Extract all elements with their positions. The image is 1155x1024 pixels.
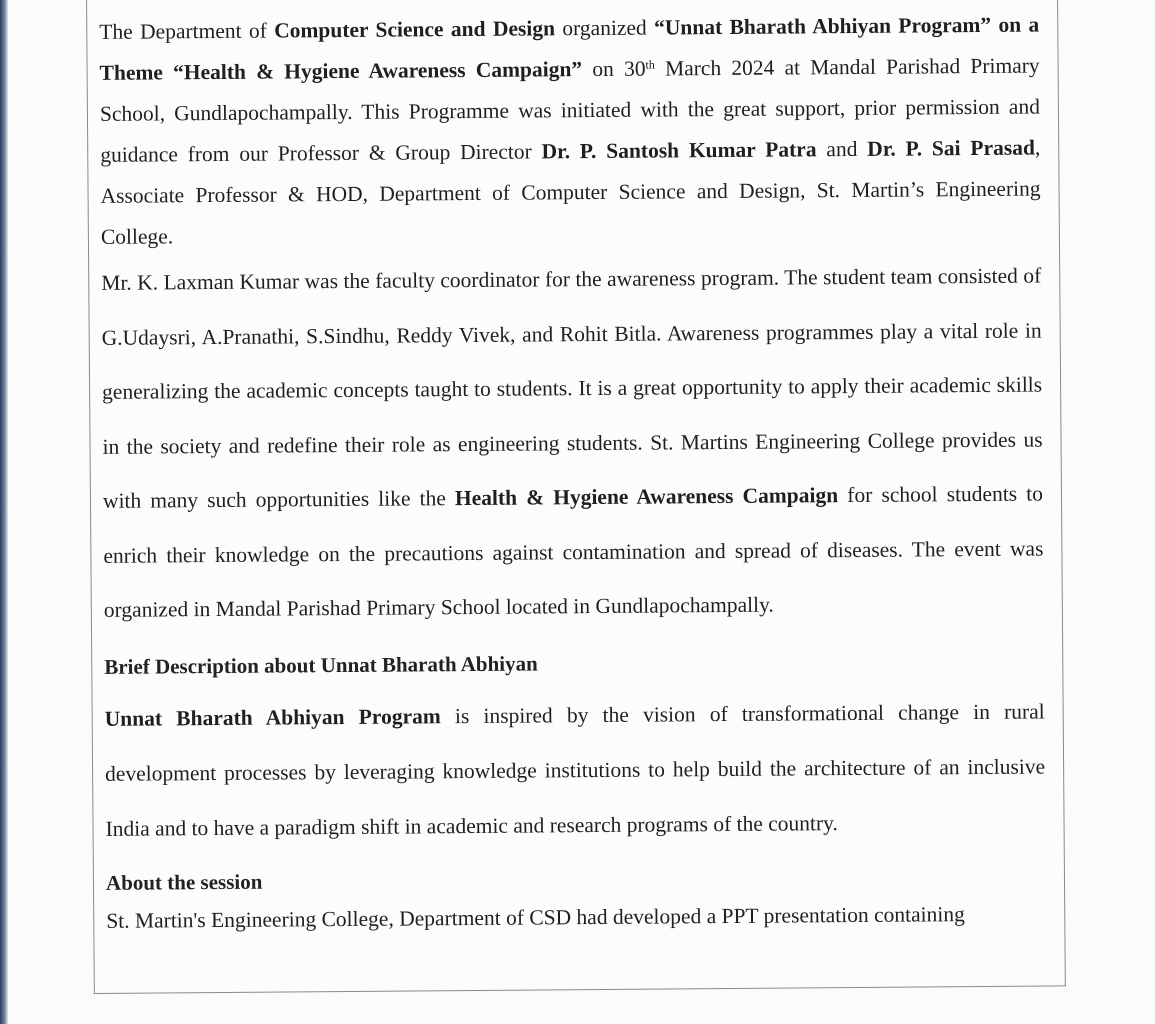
document-content <box>99 0 1046 940</box>
campaign-name: Health & Hygiene Awareness Campaign <box>454 483 839 511</box>
section-heading-brief: Brief Description about Unnat Bharath Abhiyan <box>104 650 538 679</box>
uba-program-name: Unnat Bharath Abhiyan Program <box>104 703 441 731</box>
document-page <box>86 0 1066 994</box>
program-theme: “Unnat Bharath Abhiyan Program” on a Theme “Health & Hygiene Awareness Campaign” <box>99 12 1040 85</box>
scan-edge-shadow <box>0 0 8 1024</box>
team-paragraph: Mr. K. Laxman Kumar was the faculty coordinator for the awareness program. The student team consisted of G.Udaysri, A.Pranathi, S.Sindhu, Reddy Vivek, and Rohit Bitla. Awareness programmes play a vital role in generalizing the academic concepts taught to students. It is a great opportunity to apply their academic skills in the society and redefine their role as engineering students. St. Martins Engineering College provides us with many such opportunities like the Health & Hygiene Awareness Campaign for school students to enrich their knowledge on the precautions against contamination and spread of diseases. The event was organized in Mandal Parishad Primary School located in Gundlapochampally. <box>101 263 1044 622</box>
session-paragraph: St. Martin's Engineering College, Department of CSD had developed a PPT presentation containing <box>106 901 965 933</box>
intro-paragraph: The Department of Computer Science and Design organized “Unnat Bharath Abhiyan Program” on a Theme “Health & Hygiene Awareness Campaign” on 30th March 2024 at Mandal Parishad Primary School, Gundlapochampally. This Programme was initiated with the great support, prior permission and guidance from our Professor & Group Director Dr. P. Santosh Kumar Patra and Dr. P. Sai Prasad, Associate Professor & HOD, Department of Computer Science and Design, St. Martin’s Engineering College. <box>99 12 1041 249</box>
department-name: Computer Science and Design <box>274 16 556 43</box>
section-heading-about: About the session <box>105 869 263 895</box>
group-director-name: Dr. P. Santosh Kumar Patra <box>541 137 817 164</box>
uba-description-paragraph: Unnat Bharath Abhiyan Program is inspired by the vision of transformational change in rural development processes by leveraging knowledge institutions to help build the architecture of an inclusive India and to have a paradigm shift in academic and research programs of the country. <box>104 698 1046 841</box>
hod-name: Dr. P. Sai Prasad <box>867 135 1035 161</box>
